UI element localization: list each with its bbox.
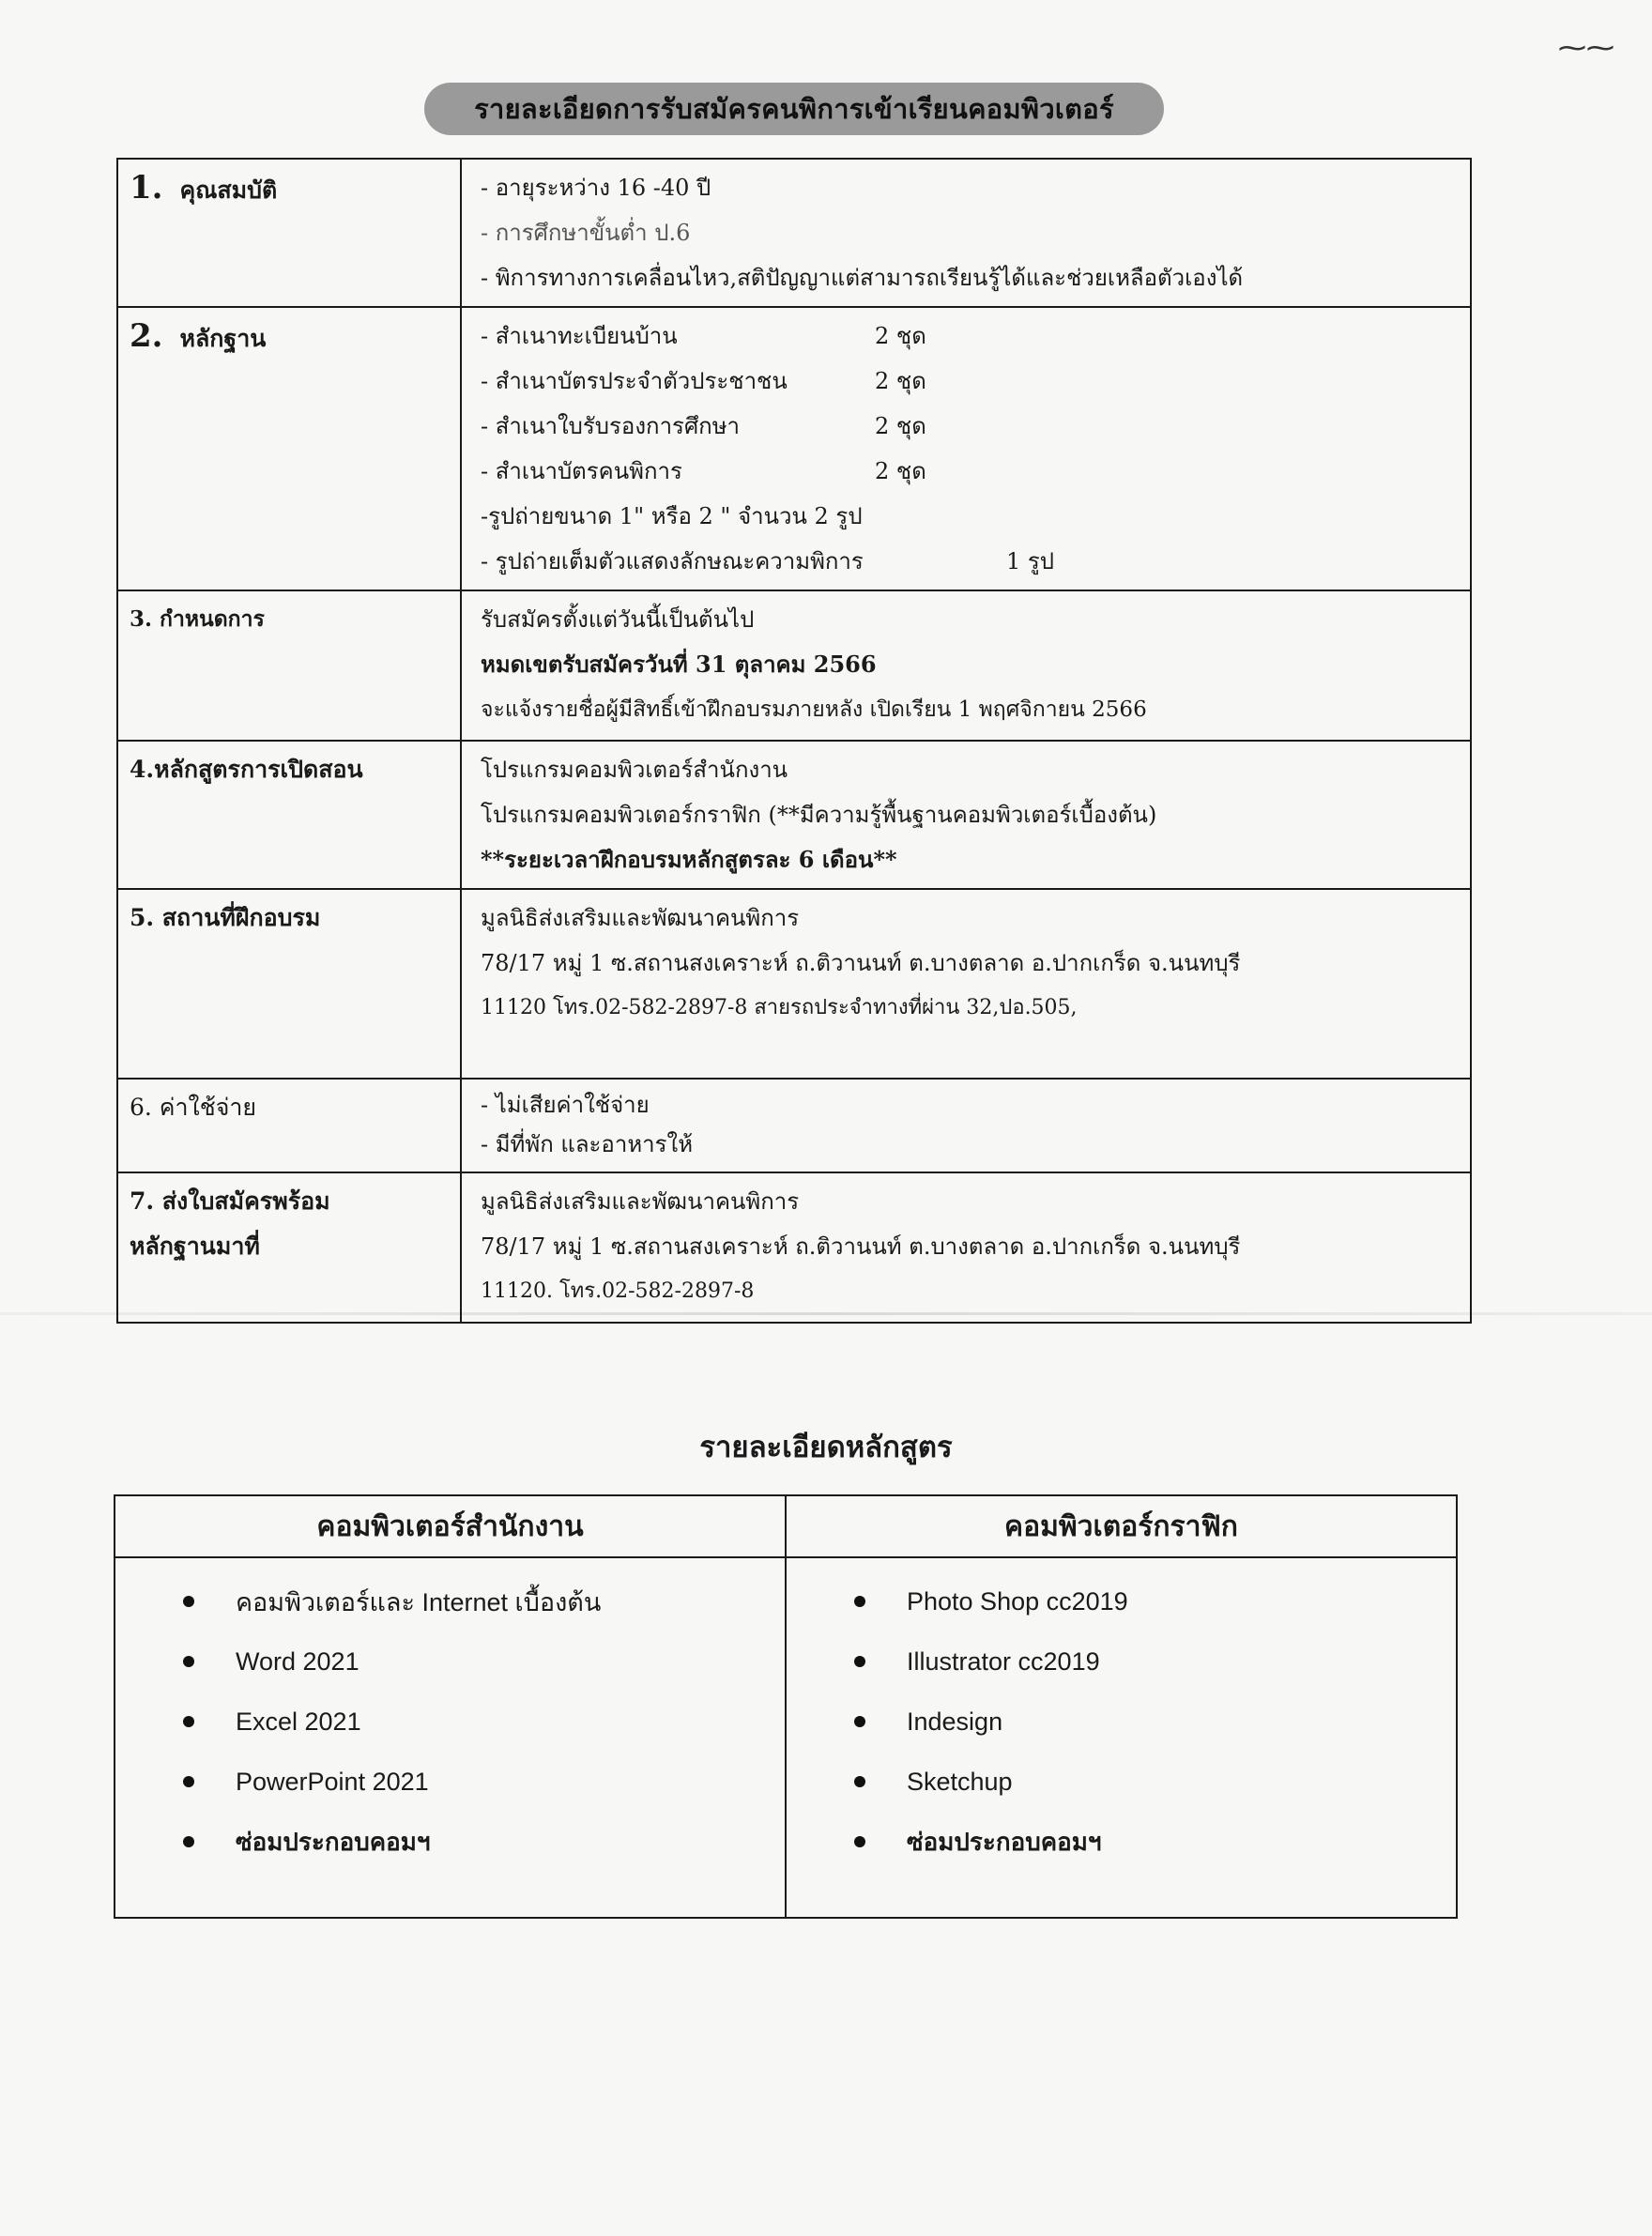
bullet-icon (854, 1776, 865, 1787)
row-value-documents (461, 307, 1471, 590)
course-details-title: รายละเอียดหลักสูตร (699, 1431, 953, 1464)
bullet-icon (854, 1716, 865, 1727)
row-label-documents (117, 307, 461, 590)
list-item: Word 2021 (115, 1631, 785, 1692)
course-table (114, 1494, 1458, 1919)
office-course-heading: คอมพิวเตอร์สำนักงาน (115, 1495, 786, 1557)
table-header-row (115, 1495, 1457, 1557)
submit-line: 78/17 หมู่ 1 ซ.สถานสงเคราะห์ ถ.ติวานนท์ ต.บางตลาด อ.ปากเกร็ด จ.นนทบุรี (481, 1233, 1241, 1260)
row-number: 2. (130, 317, 163, 355)
curriculum-duration: **ระยะเวลาฝึกอบรมหลักสูตรละ 6 เดือน** (481, 846, 897, 873)
table-row (117, 1172, 1471, 1323)
bullet-icon (854, 1596, 865, 1607)
list-item: PowerPoint 2021 (115, 1752, 785, 1812)
requirements-table (116, 158, 1472, 1324)
list-item: ซ่อมประกอบคอมฯ (115, 1812, 785, 1872)
list-item: Indesign (787, 1692, 1456, 1752)
table-row (117, 889, 1471, 1079)
row-number: 1. (130, 169, 163, 207)
row-label-cost: 6. ค่าใช้จ่าย (117, 1079, 461, 1172)
row-label-location: 5. สถานที่ฝึกอบรม (117, 889, 461, 1079)
qualification-line: - พิการทางการเคลื่อนไหว,สติปัญญาแต่สามารถเรียนรู้ได้และช่วยเหลือตัวเองได้ (481, 265, 1244, 291)
qualification-line: - การศึกษาขั้นต่ำ ป.6 (481, 220, 691, 246)
cost-line: - มีที่พัก และอาหารให้ (481, 1131, 694, 1157)
submit-line: มูลนิธิส่งเสริมและพัฒนาคนพิการ (481, 1188, 800, 1215)
location-line: 11120 โทร.02-582-2897-8 สายรถประจำทางที่ผ่าน 32,ปอ.505, (481, 996, 1078, 1019)
list-item: คอมพิวเตอร์และ Internet เบื้องต้น (115, 1571, 785, 1631)
bullet-icon (183, 1596, 194, 1607)
location-line: 78/17 หมู่ 1 ซ.สถานสงเคราะห์ ถ.ติวานนท์ ต.บางตลาด อ.ปากเกร็ด จ.นนทบุรี (481, 950, 1241, 976)
document-item: - รูปถ่ายเต็มตัวแสดงลักษณะความพิการ 1 รูป (481, 548, 1055, 574)
office-course-list-cell (115, 1557, 786, 1918)
row-value-curriculum (461, 741, 1471, 889)
table-row (117, 159, 1471, 307)
row-label-curriculum: 4.หลักสูตรการเปิดสอน (117, 741, 461, 889)
bullet-icon (854, 1836, 865, 1847)
document-title: รายละเอียดการรับสมัครคนพิการเข้าเรียนคอมพิวเตอร์ (424, 83, 1164, 135)
row-value-submit (461, 1172, 1471, 1323)
bullet-icon (183, 1716, 194, 1727)
row-label-submit: 7. ส่งใบสมัครพร้อม หลักฐานมาที่ (117, 1172, 461, 1323)
corner-scribble-icon: ⁓⁓ (1558, 32, 1614, 65)
schedule-line: จะแจ้งรายชื่อผู้มีสิทธิ์เข้าฝึกอบรมภายหลัง เปิดเรียน 1 พฤศจิกายน 2566 (481, 697, 1147, 722)
row-label: หลักฐาน (179, 325, 267, 352)
list-item: ซ่อมประกอบคอมฯ (787, 1812, 1456, 1872)
graphic-course-heading: คอมพิวเตอร์กราฟิก (786, 1495, 1457, 1557)
graphic-course-list (787, 1571, 1456, 1872)
list-item: Excel 2021 (115, 1692, 785, 1752)
table-row (117, 307, 1471, 590)
row-value-location (461, 889, 1471, 1079)
bullet-icon (183, 1776, 194, 1787)
curriculum-line: โปรแกรมคอมพิวเตอร์กราฟิก (**มีความรู้พื้นฐานคอมพิวเตอร์เบื้องต้น) (481, 802, 1157, 828)
location-line: มูลนิธิส่งเสริมและพัฒนาคนพิการ (481, 905, 800, 931)
table-row (117, 1079, 1471, 1172)
graphic-course-list-cell (786, 1557, 1457, 1918)
cost-line: - ไม่เสียค่าใช้จ่าย (481, 1092, 650, 1118)
document-item: - สำเนาบัตรคนพิการ 2 ชุด (481, 458, 926, 484)
document-item: -รูปถ่ายขนาด 1" หรือ 2 " จำนวน 2 รูป (481, 503, 863, 529)
office-course-list (115, 1571, 785, 1872)
bullet-icon (854, 1656, 865, 1667)
row-value-qualification (461, 159, 1471, 307)
qualification-line: - อายุระหว่าง 16 -40 ปี (481, 175, 711, 201)
list-item: Illustrator cc2019 (787, 1631, 1456, 1692)
document-item: - สำเนาทะเบียนบ้าน 2 ชุด (481, 323, 926, 349)
curriculum-line: โปรแกรมคอมพิวเตอร์สำนักงาน (481, 757, 788, 783)
schedule-deadline: หมดเขตรับสมัครวันที่ 31 ตุลาคม 2566 (481, 651, 877, 678)
submit-line: 11120. โทร.02-582-2897-8 (481, 1279, 755, 1303)
row-label: คุณสมบัติ (179, 176, 278, 204)
table-row (117, 741, 1471, 889)
row-value-cost (461, 1079, 1471, 1172)
row-label-qualification (117, 159, 461, 307)
list-item: Sketchup (787, 1752, 1456, 1812)
table-row (117, 590, 1471, 741)
schedule-line: รับสมัครตั้งแต่วันนี้เป็นต้นไป (481, 606, 755, 633)
list-item: Photo Shop cc2019 (787, 1571, 1456, 1631)
row-value-schedule (461, 590, 1471, 741)
document-item: - สำเนาบัตรประจำตัวประชาชน 2 ชุด (481, 368, 926, 394)
bullet-icon (183, 1656, 194, 1667)
bullet-icon (183, 1836, 194, 1847)
row-label-schedule: 3. กำหนดการ (117, 590, 461, 741)
table-row (115, 1557, 1457, 1918)
document-item: - สำเนาใบรับรองการศึกษา 2 ชุด (481, 413, 926, 439)
